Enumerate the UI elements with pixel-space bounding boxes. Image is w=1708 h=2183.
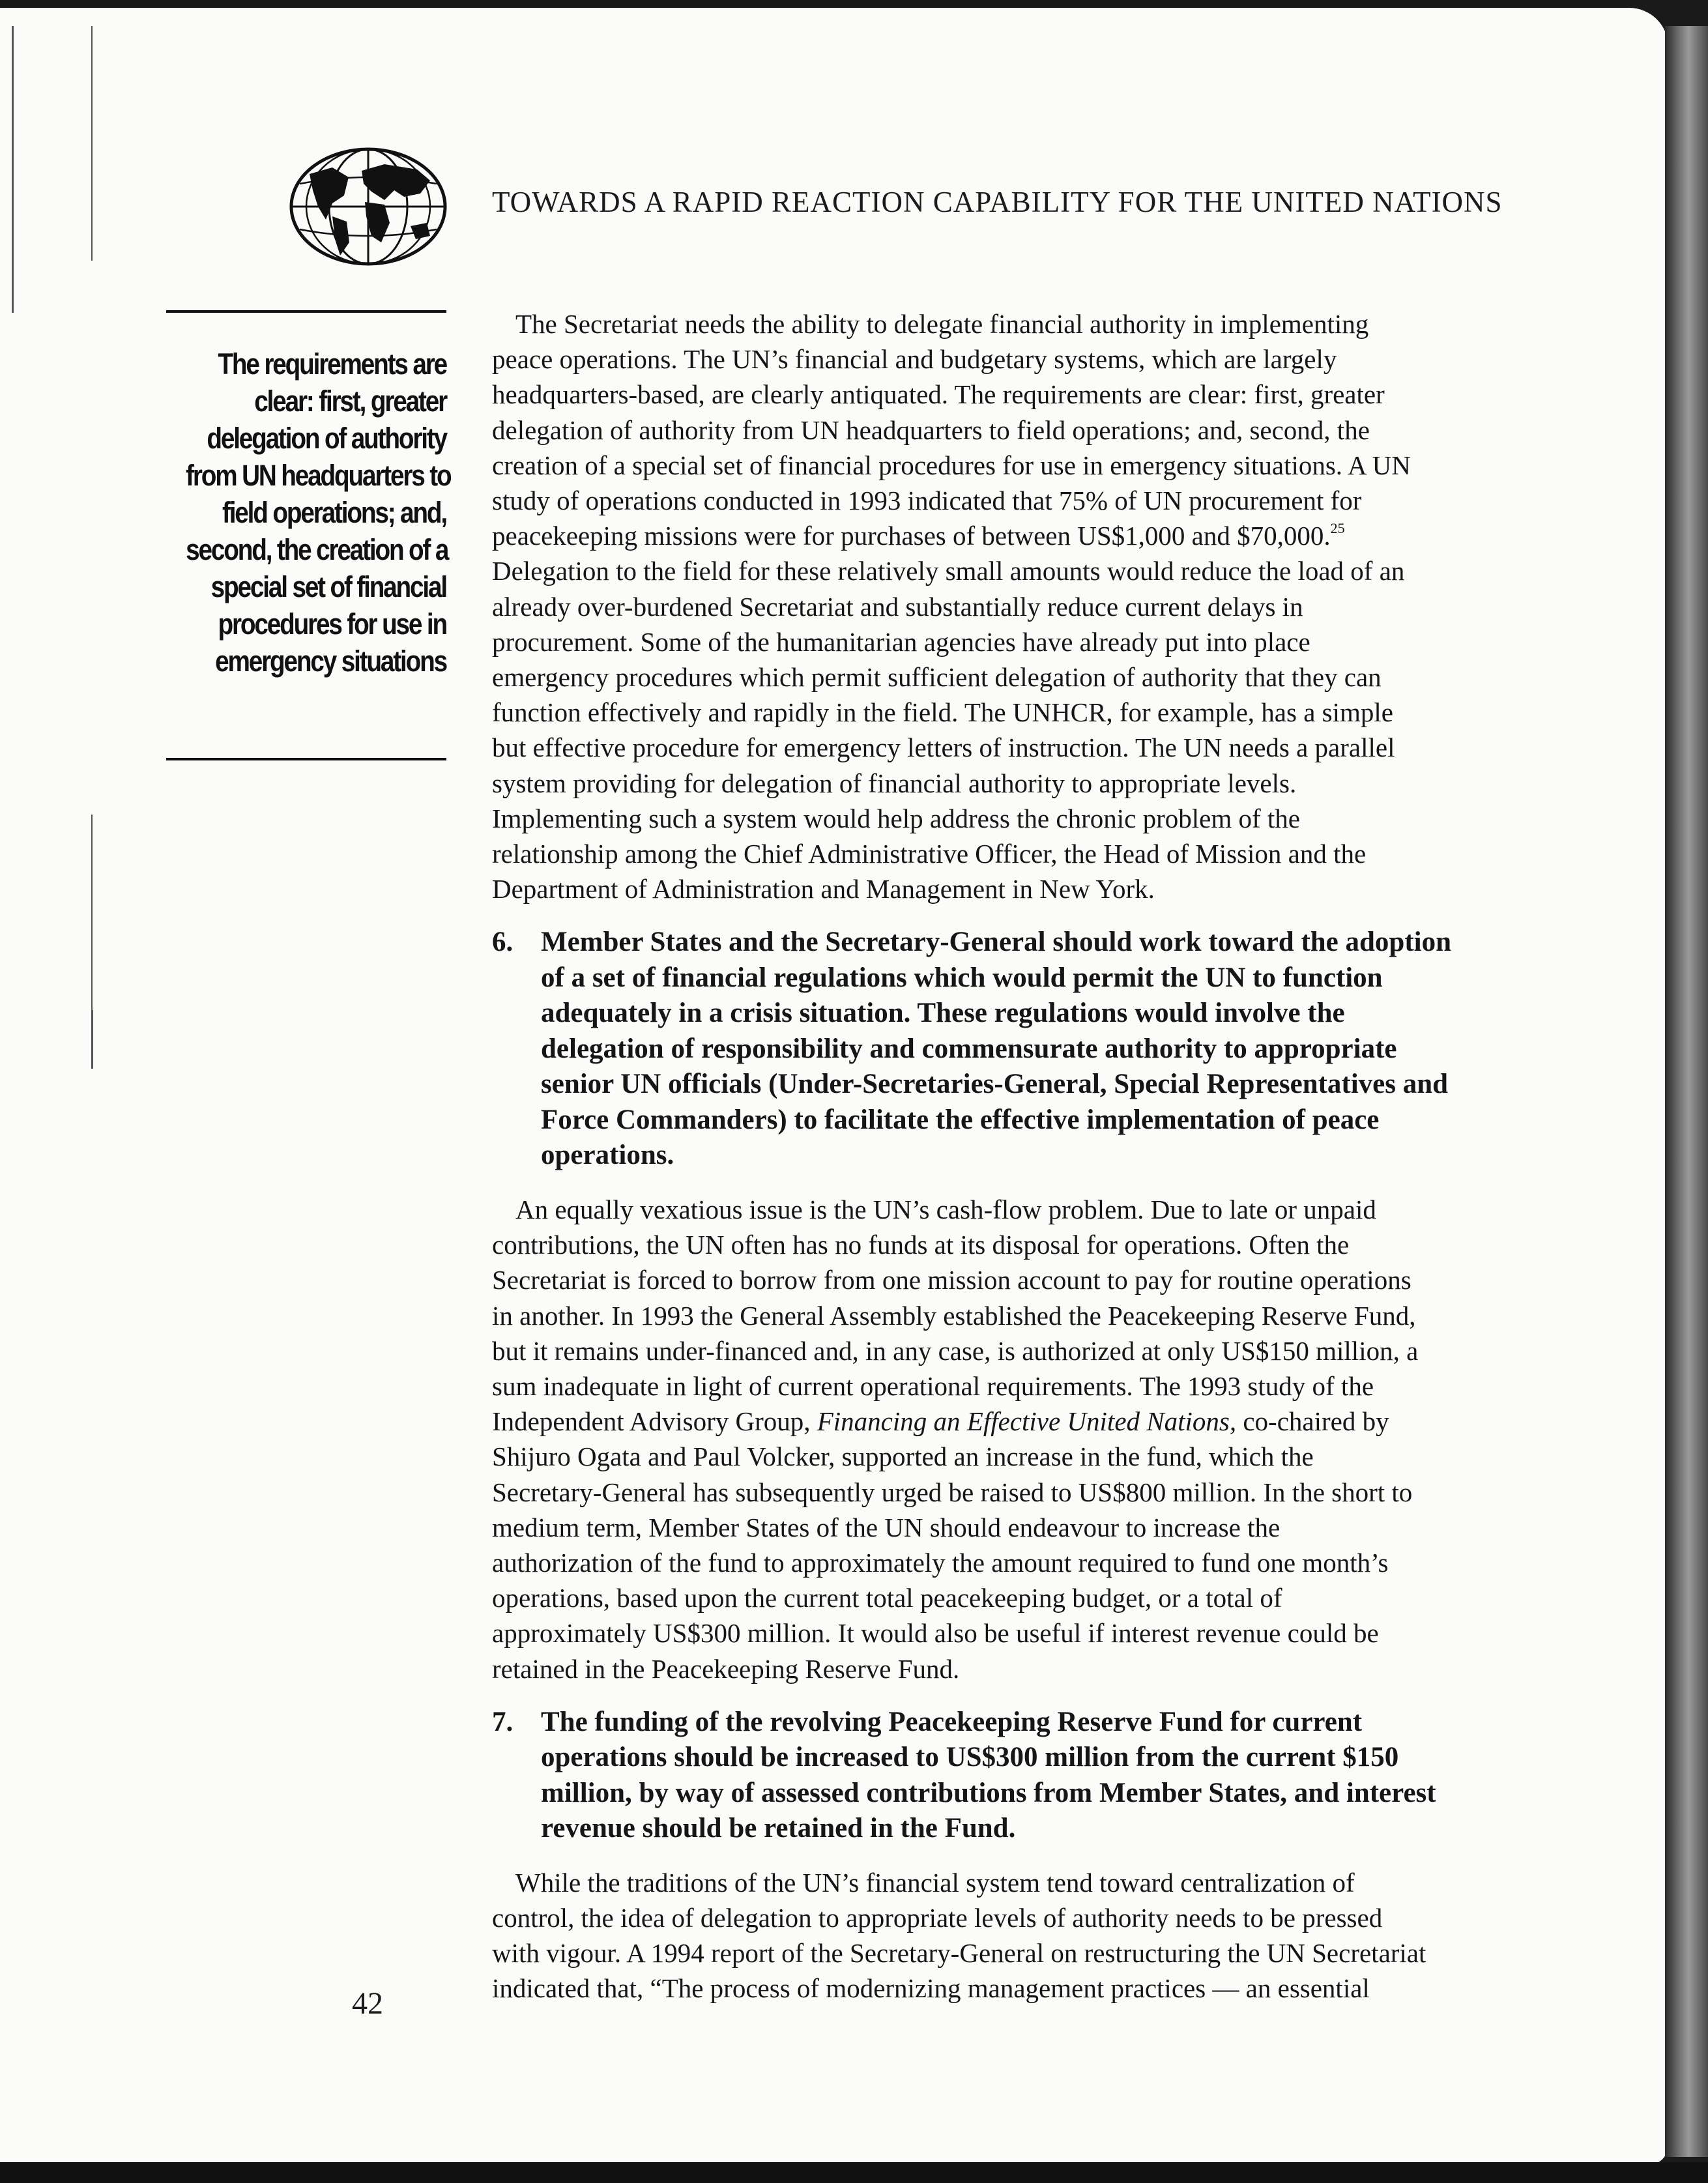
scan-margin-mark [12, 26, 14, 313]
text-line: Delegation to the field for these relatively small amounts would reduce the load of an [492, 556, 1405, 586]
recommendation-number: 7. [492, 1706, 514, 1737]
text-line: operations should be increased to US$300 million from the current $150 [541, 1742, 1399, 1773]
text-line: operations. [541, 1140, 674, 1171]
text-line: but effective procedure for emergency letters of instruction. The UN needs a parallel [492, 732, 1395, 763]
text-line: in another. In 1993 the General Assembly established the Peacekeeping Reserve Fund, [492, 1300, 1416, 1331]
pull-quote-line: field operations; and, [222, 496, 446, 529]
text-line [492, 518, 1600, 553]
main-text [492, 306, 1600, 2025]
text-line [492, 1404, 1600, 1439]
text-line: with vigour. A 1994 report of the Secretary-General on restructuring the UN Secretariat [492, 1938, 1426, 1969]
text-line-content: peacekeeping missions were for purchases of between US$1,000 and $70,000. [492, 521, 1331, 551]
text-line: already over-burdened Secretariat and substantially reduce current delays in [492, 591, 1303, 622]
text-line: Member States and the Secretary-General should work toward the adoption [541, 927, 1452, 958]
scan-bottom-edge [0, 2162, 1708, 2183]
paragraph [492, 1865, 1600, 2006]
text-line: emergency procedures which permit sufficient delegation of authority that they can [492, 662, 1382, 693]
recommendation-6 [492, 925, 1600, 1174]
paragraph [492, 306, 1600, 906]
scan-right-edge [1665, 26, 1708, 2157]
pull-quote-line: special set of financial [210, 570, 446, 603]
page-number: 42 [352, 1986, 383, 2021]
recommendation-7 [492, 1705, 1600, 1847]
text-line-content: Independent Advisory Group, [492, 1406, 817, 1437]
text-line: approximately US$300 million. It would also be useful if interest revenue could be [492, 1618, 1379, 1649]
text-line: authorization of the fund to approximately the amount required to fund one month’s [492, 1547, 1389, 1578]
pull-quote-line: clear: first, greater [254, 384, 446, 418]
text-line: An equally vexatious issue is the UN’s cash-flow problem. Due to late or unpaid [515, 1194, 1376, 1224]
pull-quote [186, 345, 451, 680]
text-line: The funding of the revolving Peacekeeping Reserve Fund for current [541, 1706, 1363, 1737]
paragraph [492, 1192, 1600, 1686]
pull-quote-line: emergency situations [215, 644, 446, 678]
text-line: peace operations. The UN’s financial and budgetary systems, which are largely [492, 344, 1337, 375]
scan-margin-mark [91, 26, 93, 261]
running-head: TOWARDS A RAPID REACTION CAPABILITY FOR THE UNITED NATIONS [492, 186, 1503, 218]
text-line: Department of Administration and Management in New York. [492, 874, 1155, 904]
text-line-content: co-chaired by [1236, 1406, 1389, 1437]
text-line: but it remains under-financed and, in any case, is authorized at only US$150 million, a [492, 1335, 1419, 1366]
text-line: delegation of responsibility and commensurate authority to appropriate [541, 1033, 1397, 1064]
text-line: system providing for delegation of financial authority to appropriate levels. [492, 768, 1297, 798]
text-line: Implementing such a system would help address the chronic problem of the [492, 803, 1300, 833]
pull-quote-line: procedures for use in [218, 607, 446, 641]
text-line: procurement. Some of the humanitarian agencies have already put into place [492, 626, 1310, 657]
scan-margin-mark [91, 1010, 93, 1069]
text-line: Force Commanders) to facilitate the effective implementation of peace [541, 1104, 1380, 1135]
text-line: relationship among the Chief Administrative Officer, the Head of Mission and the [492, 839, 1367, 869]
text-line: sum inadequate in light of current operational requirements. The 1993 study of the [492, 1370, 1374, 1401]
text-line: operations, based upon the current total peacekeeping budget, or a total of [492, 1583, 1282, 1613]
text-line: adequately in a crisis situation. These regulations would involve the [541, 998, 1345, 1029]
text-line: headquarters-based, are clearly antiquated. The requirements are clear: first, greater [492, 379, 1385, 410]
text-line: indicated that, “The process of modernizing management practices — an essential [492, 1973, 1370, 2004]
pull-quote-top-rule [166, 310, 446, 313]
globe-logo-icon [287, 145, 450, 268]
text-line: delegation of authority from UN headquarters to field operations; and, second, the [492, 414, 1370, 445]
text-line: of a set of financial regulations which would permit the UN to function [541, 962, 1383, 993]
publication-title: Financing an Effective United Nations, [817, 1406, 1237, 1437]
pull-quote-line: The requirements are [218, 347, 446, 381]
text-line: control, the idea of delegation to appropriate levels of authority needs to be pressed [492, 1903, 1383, 1933]
text-line: contributions, the UN often has no funds at its disposal for operations. Often the [492, 1230, 1350, 1260]
pull-quote-line: delegation of authority [207, 422, 446, 455]
text-line: function effectively and rapidly in the field. The UNHCR, for example, has a simple [492, 697, 1393, 728]
text-line: creation of a special set of financial procedures for use in emergency situations. A UN [492, 450, 1411, 480]
text-line: million, by way of assessed contributions from Member States, and interest [541, 1777, 1436, 1808]
pull-quote-bottom-rule [166, 758, 446, 760]
text-line: Shijuro Ogata and Paul Volcker, supported an increase in the fund, which the [492, 1441, 1314, 1472]
text-line: The Secretariat needs the ability to delegate financial authority in implementing [515, 309, 1369, 339]
text-line: study of operations conducted in 1993 indicated that 75% of UN procurement for [492, 485, 1362, 516]
text-line: medium term, Member States of the UN should endeavour to increase the [492, 1512, 1281, 1542]
footnote-reference: 25 [1330, 520, 1345, 537]
text-line: revenue should be retained in the Fund. [541, 1813, 1016, 1844]
recommendation-number: 6. [492, 927, 514, 958]
text-line: Secretary-General has subsequently urged be raised to US$800 million. In the short to [492, 1477, 1413, 1507]
pull-quote-line: second, the creation of a [186, 533, 448, 566]
text-line: retained in the Peacekeeping Reserve Fund. [492, 1653, 960, 1684]
text-line: While the traditions of the UN’s financial system tend toward centralization of [515, 1867, 1355, 1898]
pull-quote-line: from UN headquarters to [186, 459, 451, 492]
text-line: Secretariat is forced to borrow from one mission account to pay for routine operations [492, 1265, 1411, 1295]
text-line: senior UN officials (Under-Secretaries-General, Special Representatives and [541, 1069, 1449, 1100]
